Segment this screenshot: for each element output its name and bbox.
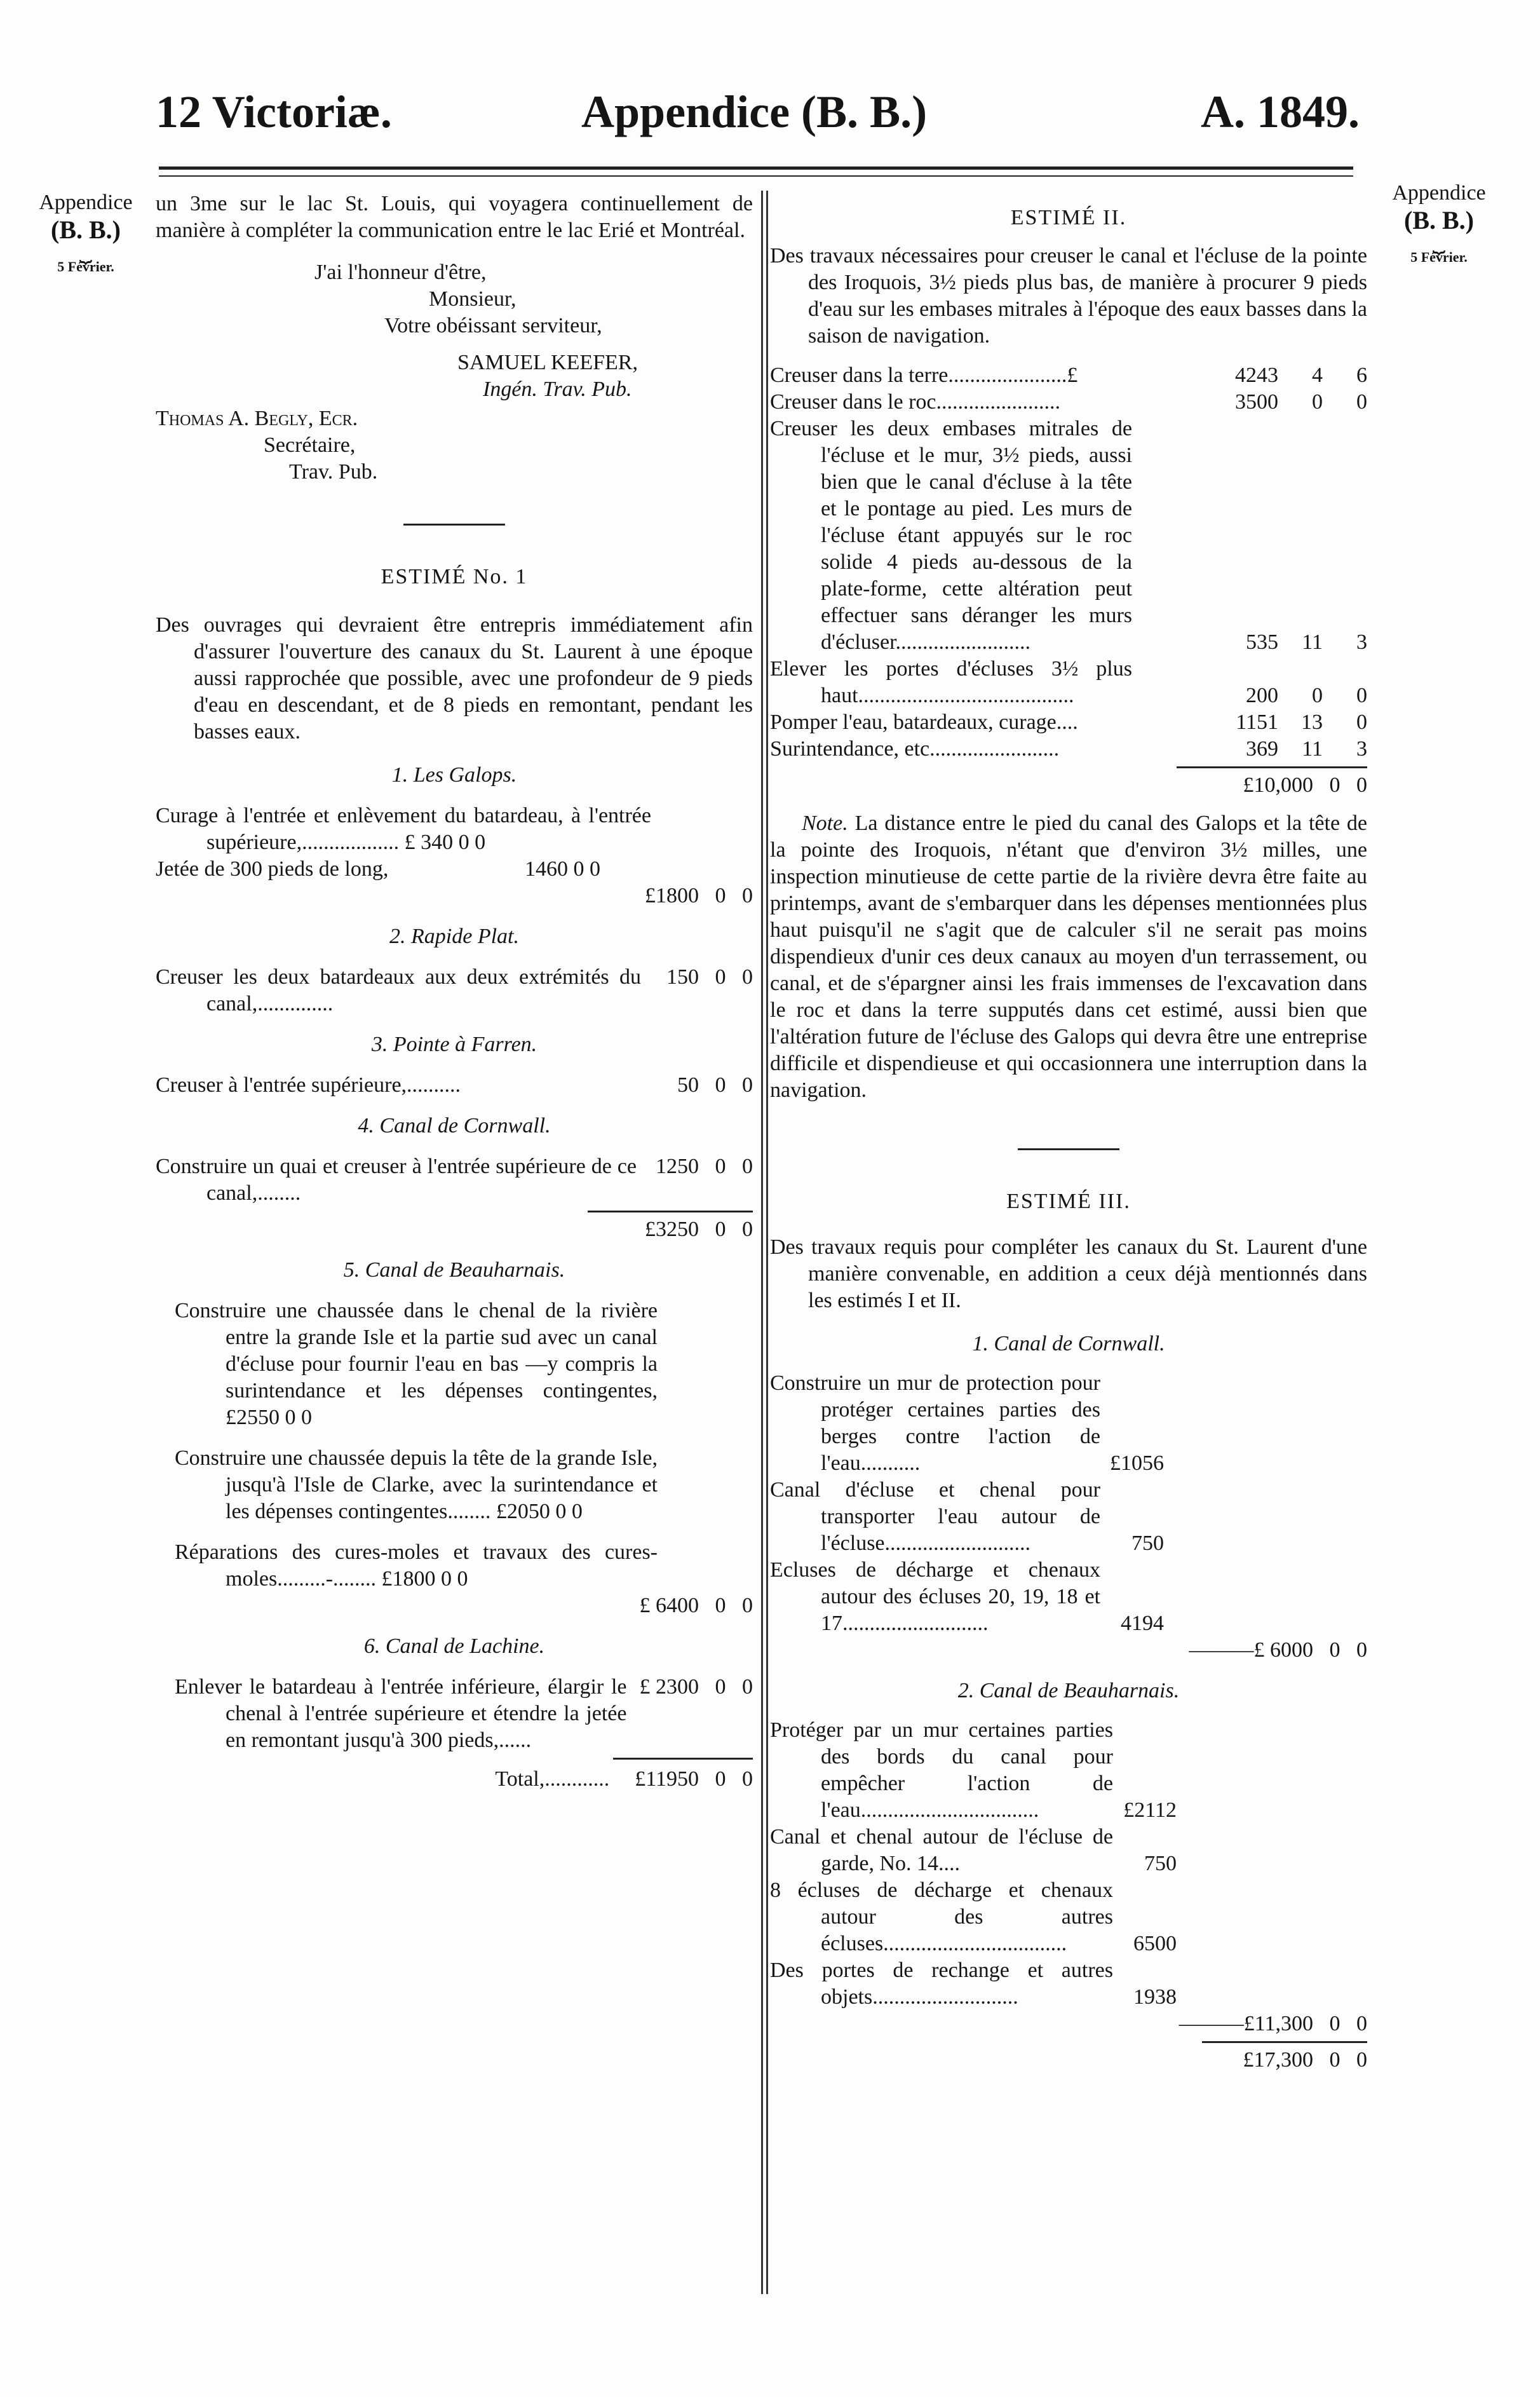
margin-note-right: [1366, 181, 1512, 266]
total-rule: [588, 1211, 753, 1212]
item-amount: 150 0 0: [666, 965, 753, 989]
item-label: Des portes de rechange et autres objets...........................: [770, 1959, 1113, 2009]
item-amount: 750: [1131, 1531, 1164, 1555]
item-amount: £2112: [1123, 1798, 1177, 1822]
item-label: 8 écluses de décharge et chenaux autour des autres écluses..................................: [770, 1878, 1113, 1955]
estime-title: ESTIMÉ II.: [1010, 206, 1127, 229]
item-amount: 750: [1144, 1852, 1177, 1875]
line-item: [770, 1824, 1177, 1877]
divider: [403, 524, 505, 526]
note-label: Note.: [802, 811, 848, 835]
brace-icon: ⏟: [1432, 230, 1446, 254]
pence: 0: [1356, 710, 1367, 734]
total-rule: [1177, 766, 1367, 768]
section-heading: 1. Canal de Cornwall.: [972, 1332, 1165, 1355]
section-total: £ 6400 0 0: [639, 1594, 753, 1617]
signer-title: Ingén. Trav. Pub.: [483, 377, 632, 401]
cost-label: Surintendance, etc........................: [770, 737, 1060, 761]
section-total: ———£ 6000 0 0: [1189, 1638, 1367, 1662]
line-item: Construire une chaussée dans le chenal de la rivière entre la grande Isle et la partie sud avec un canal d'écluse pour fournir l'eau en bas —y compris la surintendance et les dépenses contingentes, £2550 0 0: [175, 1299, 658, 1429]
item-amount: £ 2300 0 0: [639, 1675, 753, 1699]
shillings: 11: [1302, 630, 1323, 654]
item-label: Jetée de 300 pieds de long,: [156, 857, 389, 881]
item-amount: 1250 0 0: [656, 1155, 753, 1178]
item-label: Ecluses de décharge et chenaux autour des écluses 20, 19, 18 et 17...........................: [770, 1558, 1100, 1635]
cost-row: [770, 389, 1367, 416]
shillings: 0: [1312, 684, 1323, 707]
right-column: [770, 191, 1367, 2074]
intro-text: un 3me sur le lac St. Louis, qui voyagera continuellement de manière à compléter la communication entre le lac Erié et Montréal.: [156, 192, 753, 242]
margin-label: Appendice: [39, 191, 133, 214]
item-label: Canal et chenal autour de l'écluse de garde, No. 14....: [770, 1825, 1113, 1875]
brace-icon: ⏟: [79, 240, 93, 263]
cost-row: [770, 736, 1367, 763]
pounds: 3500: [1235, 390, 1278, 414]
line-item: [770, 1877, 1177, 1957]
cost-row: [770, 656, 1367, 709]
header-rule-thick: [159, 166, 1353, 170]
cost-row: [770, 709, 1367, 736]
estime-description: Des travaux requis pour compléter les canaux du St. Laurent d'une manière convenable, en addition a ceux déjà mentionnés dans les estimés I et II.: [770, 1235, 1367, 1312]
note-text: La distance entre le pied du canal des Galops et la tête de la pointe des Iroquois, n'étant que d'environ 3½ milles, une inspection minutieuse de cette partie de la rivière devra être faite au printemps, avant de s'embarquer dans les dépenses mentionnées plus haut puisqu'il ne s'agit que de calculer s'il ne serait pas moins dispendieux d'unir ces deux canaux au moyen d'un terrassement, ou canal, et de s'épargner ainsi les frais immenses de l'excavation dans le roc et dans la terre supputés dans cet estimé, aussi bien que l'altération future de l'écluse des Galops qui devra être une entreprise difficile et dispendieuse et qui occasionnera une interruption dans la navigation.: [770, 811, 1368, 1102]
margin-note-left: [19, 191, 152, 275]
pounds: 200: [1246, 684, 1278, 707]
signer: SAMUEL KEEFER,: [457, 351, 638, 374]
line-item: [770, 1477, 1164, 1557]
section-heading: 1. Les Galops.: [391, 763, 517, 787]
line-item: [156, 1072, 753, 1099]
item-label: Creuser les deux batardeaux aux deux extrémités du canal,..............: [156, 965, 641, 1015]
grand-total: £17,300 0 0: [1243, 2048, 1367, 2072]
pence: 0: [1356, 390, 1367, 414]
section-heading: 2. Rapide Plat.: [389, 925, 519, 948]
line-item: [770, 1370, 1164, 1477]
estime-total: £10,000 0 0: [1243, 773, 1367, 797]
shillings: 11: [1302, 737, 1323, 761]
cost-label: Creuser dans la terre......................£: [770, 363, 1078, 387]
subtotal: £3250 0 0: [645, 1218, 753, 1241]
header-right: A. 1849.: [1201, 86, 1360, 137]
item-label: Canal d'écluse et chenal pour transporter l'eau autour de l'écluse...........................: [770, 1478, 1100, 1555]
cost-table: [770, 362, 1367, 763]
section-heading: 6. Canal de Lachine.: [363, 1634, 545, 1658]
line-item: [156, 964, 753, 1017]
line-item: Curage à l'entrée et enlèvement du batardeau, à l'entrée supérieure,.................. £ 340 0 0: [156, 804, 651, 854]
divider: [1018, 1148, 1119, 1150]
shillings: 0: [1312, 390, 1323, 414]
section-heading: 4. Canal de Cornwall.: [358, 1114, 551, 1137]
pence: 6: [1356, 363, 1367, 387]
line-item: Réparations des cures-moles et travaux des cures-moles.........-........ £1800 0 0: [175, 1540, 658, 1591]
header-rule-thin: [159, 175, 1353, 177]
line-item: [175, 1674, 753, 1754]
addressee-line: Secrétaire,: [264, 433, 356, 457]
pence: 3: [1356, 737, 1367, 761]
total-rule: [613, 1758, 753, 1760]
header-center: Appendice (B. B.): [581, 86, 928, 137]
item-label: Construire un quai et creuser à l'entrée supérieure de ce canal,........: [156, 1155, 637, 1205]
pounds: 369: [1246, 737, 1278, 761]
item-label: Enlever le batardeau à l'entrée inférieure, élargir le chenal à l'entrée supérieure et étendre la jetée en remontant jusqu'à 300 pieds,......: [175, 1675, 627, 1752]
closing-block: [156, 259, 753, 339]
section-heading: 5. Canal de Beauharnais.: [343, 1258, 565, 1282]
closing-line: J'ai l'honneur d'être,: [314, 261, 487, 284]
item-label: Construire un mur de protection pour protéger certaines parties des berges contre l'action de l'eau...........: [770, 1371, 1100, 1475]
item-amount: 1938: [1133, 1985, 1177, 2009]
total-amount: £11950 0 0: [635, 1767, 753, 1791]
line-item: [770, 1557, 1164, 1637]
section-heading: 2. Canal de Beauharnais.: [957, 1679, 1180, 1702]
cost-row: [770, 416, 1367, 656]
shillings: 13: [1301, 710, 1323, 734]
margin-code: (B. B.): [51, 215, 121, 244]
cost-label: Creuser dans le roc.......................: [770, 390, 1061, 414]
item-amount: 1460 0 0: [525, 857, 600, 881]
column-divider: [761, 191, 763, 2294]
cost-label: Pomper l'eau, batardeaux, curage....: [770, 710, 1078, 734]
closing-line: Monsieur,: [429, 287, 517, 311]
estime-description: Des travaux nécessaires pour creuser le canal et l'écluse de la pointe des Iroquois, 3½ pieds plus bas, de manière à procurer 9 pieds d'eau sur les embases mitrales à l'époque des eaux basses dans la saison de navigation.: [770, 244, 1367, 348]
section-total: £1800 0 0: [645, 884, 753, 907]
pounds: 1151: [1236, 710, 1278, 734]
cost-row: [770, 362, 1367, 389]
item-label: Protéger par un mur certaines parties des bords du canal pour empêcher l'action de l'eau.................................: [770, 1718, 1113, 1822]
line-item: [156, 856, 600, 883]
item-amount: £1056: [1110, 1451, 1164, 1475]
pounds: 535: [1246, 630, 1278, 654]
item-label: Creuser à l'entrée supérieure,..........: [156, 1073, 461, 1097]
line-item: [770, 1957, 1177, 2011]
item-amount: 4194: [1121, 1612, 1164, 1635]
column-divider: [766, 191, 768, 2294]
pence: 0: [1356, 684, 1367, 707]
header-left: 12 Victoriæ.: [156, 86, 392, 137]
left-column: [156, 191, 753, 1793]
margin-code: (B. B.): [1404, 206, 1474, 234]
estime-description: Des ouvrages qui devraient être entrepris immédiatement afin d'assurer l'ouverture des canaux du St. Laurent à une époque aussi rapprochée que possible, avec une profondeur de 9 pieds d'eau en descendant, et de 8 pieds en remontant, pendant les basses eaux.: [156, 613, 753, 744]
line-item: [156, 1153, 753, 1207]
margin-label: Appendice: [1392, 181, 1486, 205]
item-list: [770, 1717, 1177, 2011]
estime-title: ESTIMÉ No. 1: [381, 565, 528, 588]
item-list: [770, 1370, 1164, 1637]
addressee: Thomas A. Begly, Ecr.: [156, 407, 358, 430]
line-item: Construire une chaussée depuis la tête de la grande Isle, jusqu'à l'Isle de Clarke, avec la surintendance et les dépenses contingentes........ £2050 0 0: [175, 1446, 658, 1523]
margin-date: 5 Février.: [1410, 249, 1468, 265]
shillings: 4: [1312, 363, 1323, 387]
section-heading: 3. Pointe à Farren.: [371, 1033, 537, 1056]
section-total: ———£11,300 0 0: [1179, 2012, 1367, 2035]
note-paragraph: [770, 810, 1367, 1104]
closing-line: Votre obéissant serviteur,: [384, 314, 602, 337]
pounds: 4243: [1235, 363, 1278, 387]
line-item: [770, 1717, 1177, 1824]
cost-label: Creuser les deux embases mitrales de l'écluse et le mur, 3½ pieds, aussi bien que le canal d'écluse à la tête et le pontage au pied. Les murs de l'écluse étant appuyés sur le roc solide 4 pieds au-dessous de la plate-forme, cette altération peut effectuer sans déranger les murs d'écluser.........................: [770, 417, 1132, 654]
total-rule: [1202, 2041, 1367, 2043]
pence: 3: [1356, 630, 1367, 654]
total-label: Total,............: [495, 1767, 610, 1791]
cost-label: Elever les portes d'écluses 3½ plus haut........................................: [770, 657, 1132, 707]
addressee-line: Trav. Pub.: [289, 460, 378, 484]
estime-title: ESTIMÉ III.: [1006, 1190, 1131, 1213]
grand-total-row: [156, 1766, 753, 1793]
margin-date: 5 Février.: [57, 259, 114, 275]
item-amount: 50 0 0: [677, 1073, 753, 1097]
item-amount: 6500: [1133, 1932, 1177, 1955]
